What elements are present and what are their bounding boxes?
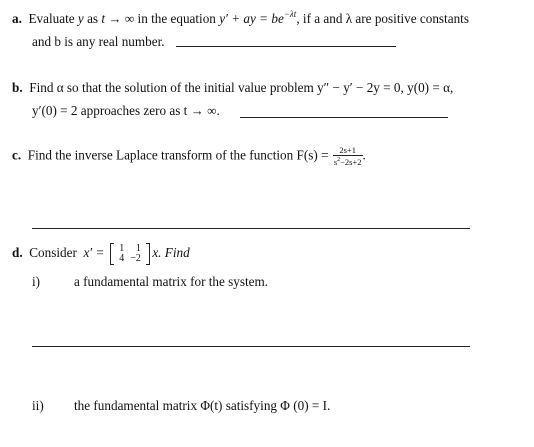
question-b-line2: y′(0) = 2 approaches zero as t → ∞. xyxy=(32,103,220,118)
answer-line-c[interactable] xyxy=(32,228,470,229)
part-i-label: i) xyxy=(32,274,41,289)
q-c-period: . xyxy=(362,147,366,163)
matrix-cell: −2 xyxy=(130,253,141,264)
part-ii-text: the fundamental matrix Φ(t) satisfying Φ (0) = I. xyxy=(74,398,331,413)
q-a-exponent: −λt xyxy=(283,9,297,19)
question-b-line1 xyxy=(12,80,453,96)
q-d-xprime: x′ = xyxy=(83,245,105,261)
answer-blank-b[interactable] xyxy=(240,117,448,118)
answer-blank-a[interactable] xyxy=(176,46,396,47)
matrix-left-bracket xyxy=(110,243,114,265)
part-ii-label: ii) xyxy=(32,398,44,413)
q-a-prefix: Evaluate xyxy=(28,11,75,26)
question-c xyxy=(12,146,366,167)
question-d-label: d. xyxy=(12,245,23,261)
q-d-after-matrix: x. Find xyxy=(152,245,190,261)
q-b-text1: Find α so that the solution of the initial value problem y″ − y′ − 2y = 0, y(0) = α, xyxy=(29,80,454,95)
q-a-equation: y′ + ay = be xyxy=(219,11,284,26)
fraction-numerator: 2s+1 xyxy=(333,146,363,156)
matrix-right-bracket xyxy=(146,243,150,265)
q-d-consider: Consider xyxy=(29,245,77,261)
q-a-if-clause: , if a and λ are positive constants xyxy=(296,11,469,26)
matrix-cell: 1 xyxy=(119,243,125,254)
q-a-y: y xyxy=(77,11,84,26)
q-a-in-eq: in the equation xyxy=(137,11,216,26)
matrix-table xyxy=(116,244,144,264)
question-c-label: c. xyxy=(12,147,22,163)
matrix-cell: 1 xyxy=(135,243,141,254)
question-a-line1 xyxy=(12,11,469,28)
fraction-denominator xyxy=(333,156,363,167)
part-i-text: a fundamental matrix for the system. xyxy=(74,274,269,289)
den-rest: −2s+2 xyxy=(340,156,362,167)
q-a-as: as xyxy=(87,11,99,26)
den-base: s xyxy=(333,156,338,167)
q-a-t-limit: t → ∞ xyxy=(101,11,135,26)
question-b-label: b. xyxy=(12,80,23,95)
answer-line-d-i[interactable] xyxy=(32,346,470,347)
laplace-fraction xyxy=(333,146,363,167)
question-a-line2: and b is any real number. xyxy=(32,34,165,49)
question-d xyxy=(12,243,190,265)
question-a-label: a. xyxy=(12,11,22,26)
matrix-cell: 4 xyxy=(119,253,125,264)
den-exp: 2 xyxy=(337,157,341,163)
q-c-text: Find the inverse Laplace transform of the function F(s) = xyxy=(27,147,329,163)
coefficient-matrix xyxy=(110,243,151,265)
